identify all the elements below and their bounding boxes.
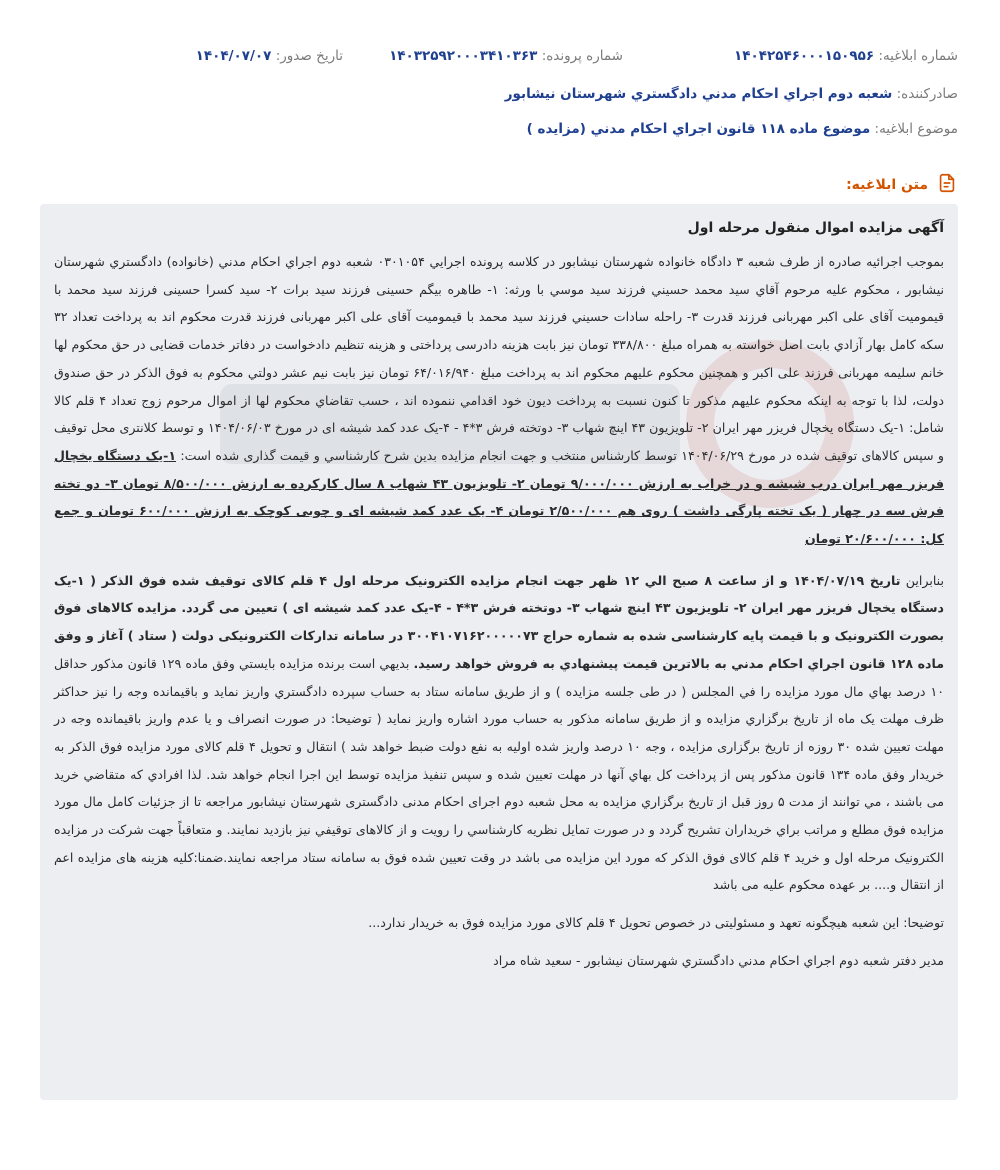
notice-meta-row (40, 48, 958, 72)
issuer-row (40, 86, 958, 102)
issue-date-value: ۱۴۰۴/۰۷/۰۷ (195, 48, 272, 64)
paragraph-2-rest: بديهي است برنده مزايده بايستي وفق ماده ۱۲۹ قانون مذكور حداقل ۱۰ درصد بهاي مال مورد مزايده را في المجلس ( در طی جلسه مزایده ) و از طریق سامانه ستاد به حساب سپرده دادگستري واريز نمايد و باقيمانده وجه را نيز حداكثر ظرف مهلت یک ماه از تاريخ برگزاري مزايده و از طريق سامانه مذکور به حساب مورد اشاره واريز نمايد ( توضیحا: در صورت انصراف و یا عدم واریز باقیمانده وجه در مهلت تعیین شده ۳۰ روزه از تاریخ برگزاری مزایده ، وجه ۱۰ درصد واریز شده اولیه به نفع دولت ضبط خواهد شد ) انتقال و تحويل ۴ قلم کالای مورد مزایده فوق الذکر به خريدار وفق ماده ۱۳۴ قانون مذكور پس از پرداخت كل بهاي آنها در مهلت تعیین شده و سپس تنفیذ مزایده توسط این اجرا انجام خواهد شد. لذا افرادي كه متقاضي خريد می باشند ، مي توانند از مدت ۵ روز قبل از تاريخ برگزاري مزايده به محل شعبه دوم اجرای احکام مدنی دادگستری شهرستان نیشابور مراجعه تا از جزئيات كامل مال مورد مزايده فوق مطلع و مراتب براي خريداران تشریح گردد و در صورت تمايل نظريه كارشناسي را رويت و از کالاهای توقيفي نيز بازديد نمایند. و متعاقباً جهت شرکت در مزایده الکترونیک مرحله اول و خرید ۴ قلم کالای فوق الذکر که مورد این مزایده می باشد در وقت تعیین شده فوق به سامانه ستاد مراجعه نمایند.ضمنا:کلیه هزینه های مزایده اعم از انتقال و.... بر عهده محکوم علیه می باشد (54, 655, 944, 893)
subject-label: موضوع ابلاغیه: (874, 121, 958, 137)
issuer-value: شعبه دوم اجراي احکام مدني دادگستري شهرستان نيشابور (504, 86, 893, 102)
subject-value: موضوع ماده ۱۱۸ قانون اجراي احکام مدني (مزايده ) (526, 121, 871, 137)
notice-text-heading (846, 172, 958, 198)
paragraph-1-intro: بموجب اجرائیه صادره از طرف شعبه ۳ دادگاه خانواده شهرستان نیشابور در کلاسه پرونده اجرایي ۰۳۰۱۰۵۴ شعبه دوم اجراي احکام مدني (خانواده) دادگستري شهرستان نيشابور ، محکوم علیه مرحوم آقاي سيد محمد حسيني فرزند سيد موسي با ورثه: ۱- طاهره بیگم حسینی فرزند سید برات ۲- سید کسرا حسینی فرزند سید محمد با قیمومیت آقای علی اکبر مهربانی فرزند قدرت ۳- راحله سادات حسيني فرزند سيد محمد با قیمومیت آقای علی اکبر مهربانی فرزند قدرت محکوم اند به پرداخت تعداد ۳۲ سکه کامل بهار آزادي بابت اصل خواسته به همراه مبلغ ۳۳۸/۸۰۰ تومان نیز بابت هزینه دادرسی پرداختی و هزینه تنظیم دادخواست در دفاتر خدمات قضایی در حق محکوم لها خانم سلیمه مهربانی فرزند علی اکبر و همچنین محکوم علیهم محکوم اند به پرداخت مبلغ ۶۴/۰۱۶/۹۴۰ تومان نیز بابت نیم عشر دولتي محکوم به فوق الذکر در حق صندوق دولت، لذا با توجه به اینکه محکوم علیهم مذکور تا کنون نسبت به پرداخت دیون خود اقدامي ننموده اند ، حسب تقاضاي محکوم لها از اموال مرحوم زوج تعداد ۴ قلم کالا شامل: ۱-یک دستگاه یخچال فریزر مهر ایران ۲- تلویزیون ۴۳ اینچ شهاب ۳- دوتخته فرش ۳*۴ - ۴-یک عدد کمد شیشه ای در مورخ ۱۴۰۴/۰۶/۰۳ و توسط کلانتری محل توقیف و سپس کالاهای توقیف شده در مورخ ۱۴۰۴/۰۶/۲۹ توسط کارشناس منتخب و جهت انجام مزایده بدین شرح کارشناسي و قیمت گذاری شده است: (54, 254, 944, 463)
notice-signature: مدير دفتر شعبه دوم اجراي احکام مدني دادگستري شهرستان نيشابور - سعید شاه مراد (493, 952, 944, 968)
document-edit-icon (936, 172, 958, 198)
notice-paragraph-2 (54, 567, 944, 899)
issue-date (196, 48, 343, 64)
notice-number-value: ۱۴۰۴۲۵۴۶۰۰۰۱۵۰۹۵۶ (734, 48, 875, 64)
case-number-value: ۱۴۰۳۲۵۹۲۰۰۰۳۴۱۰۳۶۳ (389, 48, 538, 64)
paragraph-2-bold: تاریخ ۱۴۰۴/۰۷/۱۹ و از ساعت ۸ صبح الي ۱۲ ظهر جهت انجام مزایده الکترونیک مرحله اول ۴ قلم کالای توقیف شده فوق الذکر ( ۱-یک دستگاه یخچال فریزر مهر ایران ۲- تلویزیون ۴۳ اینچ شهاب ۳- دوتخته فرش ۳*۴ - ۴-یک عدد کمد شیشه ای ) تعیین می گردد. مزایده کالاهای فوق بصورت الکترونیک و با قیمت پایه کارشناسی شده به شماره حراج ۳۰۰۴۱۰۷۱۶۲۰۰۰۰۰۷۳ در سامانه تدارکات الکترونیکی دولت ( ستاد ) آغاز و وفق ماده ۱۲۸ قانون اجراي احکام مدني به بالاترین قیمت پیشنهادي به فروش خواهد رسید. (54, 572, 944, 671)
notice-number (734, 48, 958, 64)
case-number (389, 48, 623, 64)
case-number-label: شماره پرونده: (541, 48, 623, 64)
notice-title: آگهی مزایده اموال منقول مرحله اول (687, 220, 944, 236)
notice-paragraph-1 (54, 248, 944, 553)
notice-paragraph-3: توضیحا: این شعبه هیچگونه تعهد و مسئولیتی در خصوص تحویل ۴ قلم کالای مورد مزایده فوق به خریدار ندارد... (368, 915, 944, 931)
issuer-label: صادرکننده: (896, 86, 958, 102)
notice-number-label: شماره ابلاغیه: (878, 48, 958, 64)
paragraph-1-items: ۱-یک دستگاه یخچال فریزر مهر ایران درب شیشه و در خراب به ارزش ۹/۰۰۰/۰۰۰ تومان ۲- تلویزیون ۴۳ شهاب ۸ سال کارکرده به ارزش ۸/۵۰۰/۰۰۰ تومان ۳- دو تخته فرش سه در چهار ( یک تخته پارگی داشت ) روی هم ۲/۵۰۰/۰۰۰ تومان ۴- یک عدد کمد شیشه ای و چوبی کوچک به ارزش ۶۰۰/۰۰۰ تومان و جمع کل: ۲۰/۶۰۰/۰۰۰ تومان (54, 447, 945, 547)
issue-date-label: تاریخ صدور: (275, 48, 343, 64)
paragraph-2-start: بنابراین (900, 572, 944, 588)
subject-row (40, 121, 958, 137)
notice-text-heading-label: متن ابلاغیه: (846, 177, 928, 193)
notice-body (40, 204, 958, 1100)
